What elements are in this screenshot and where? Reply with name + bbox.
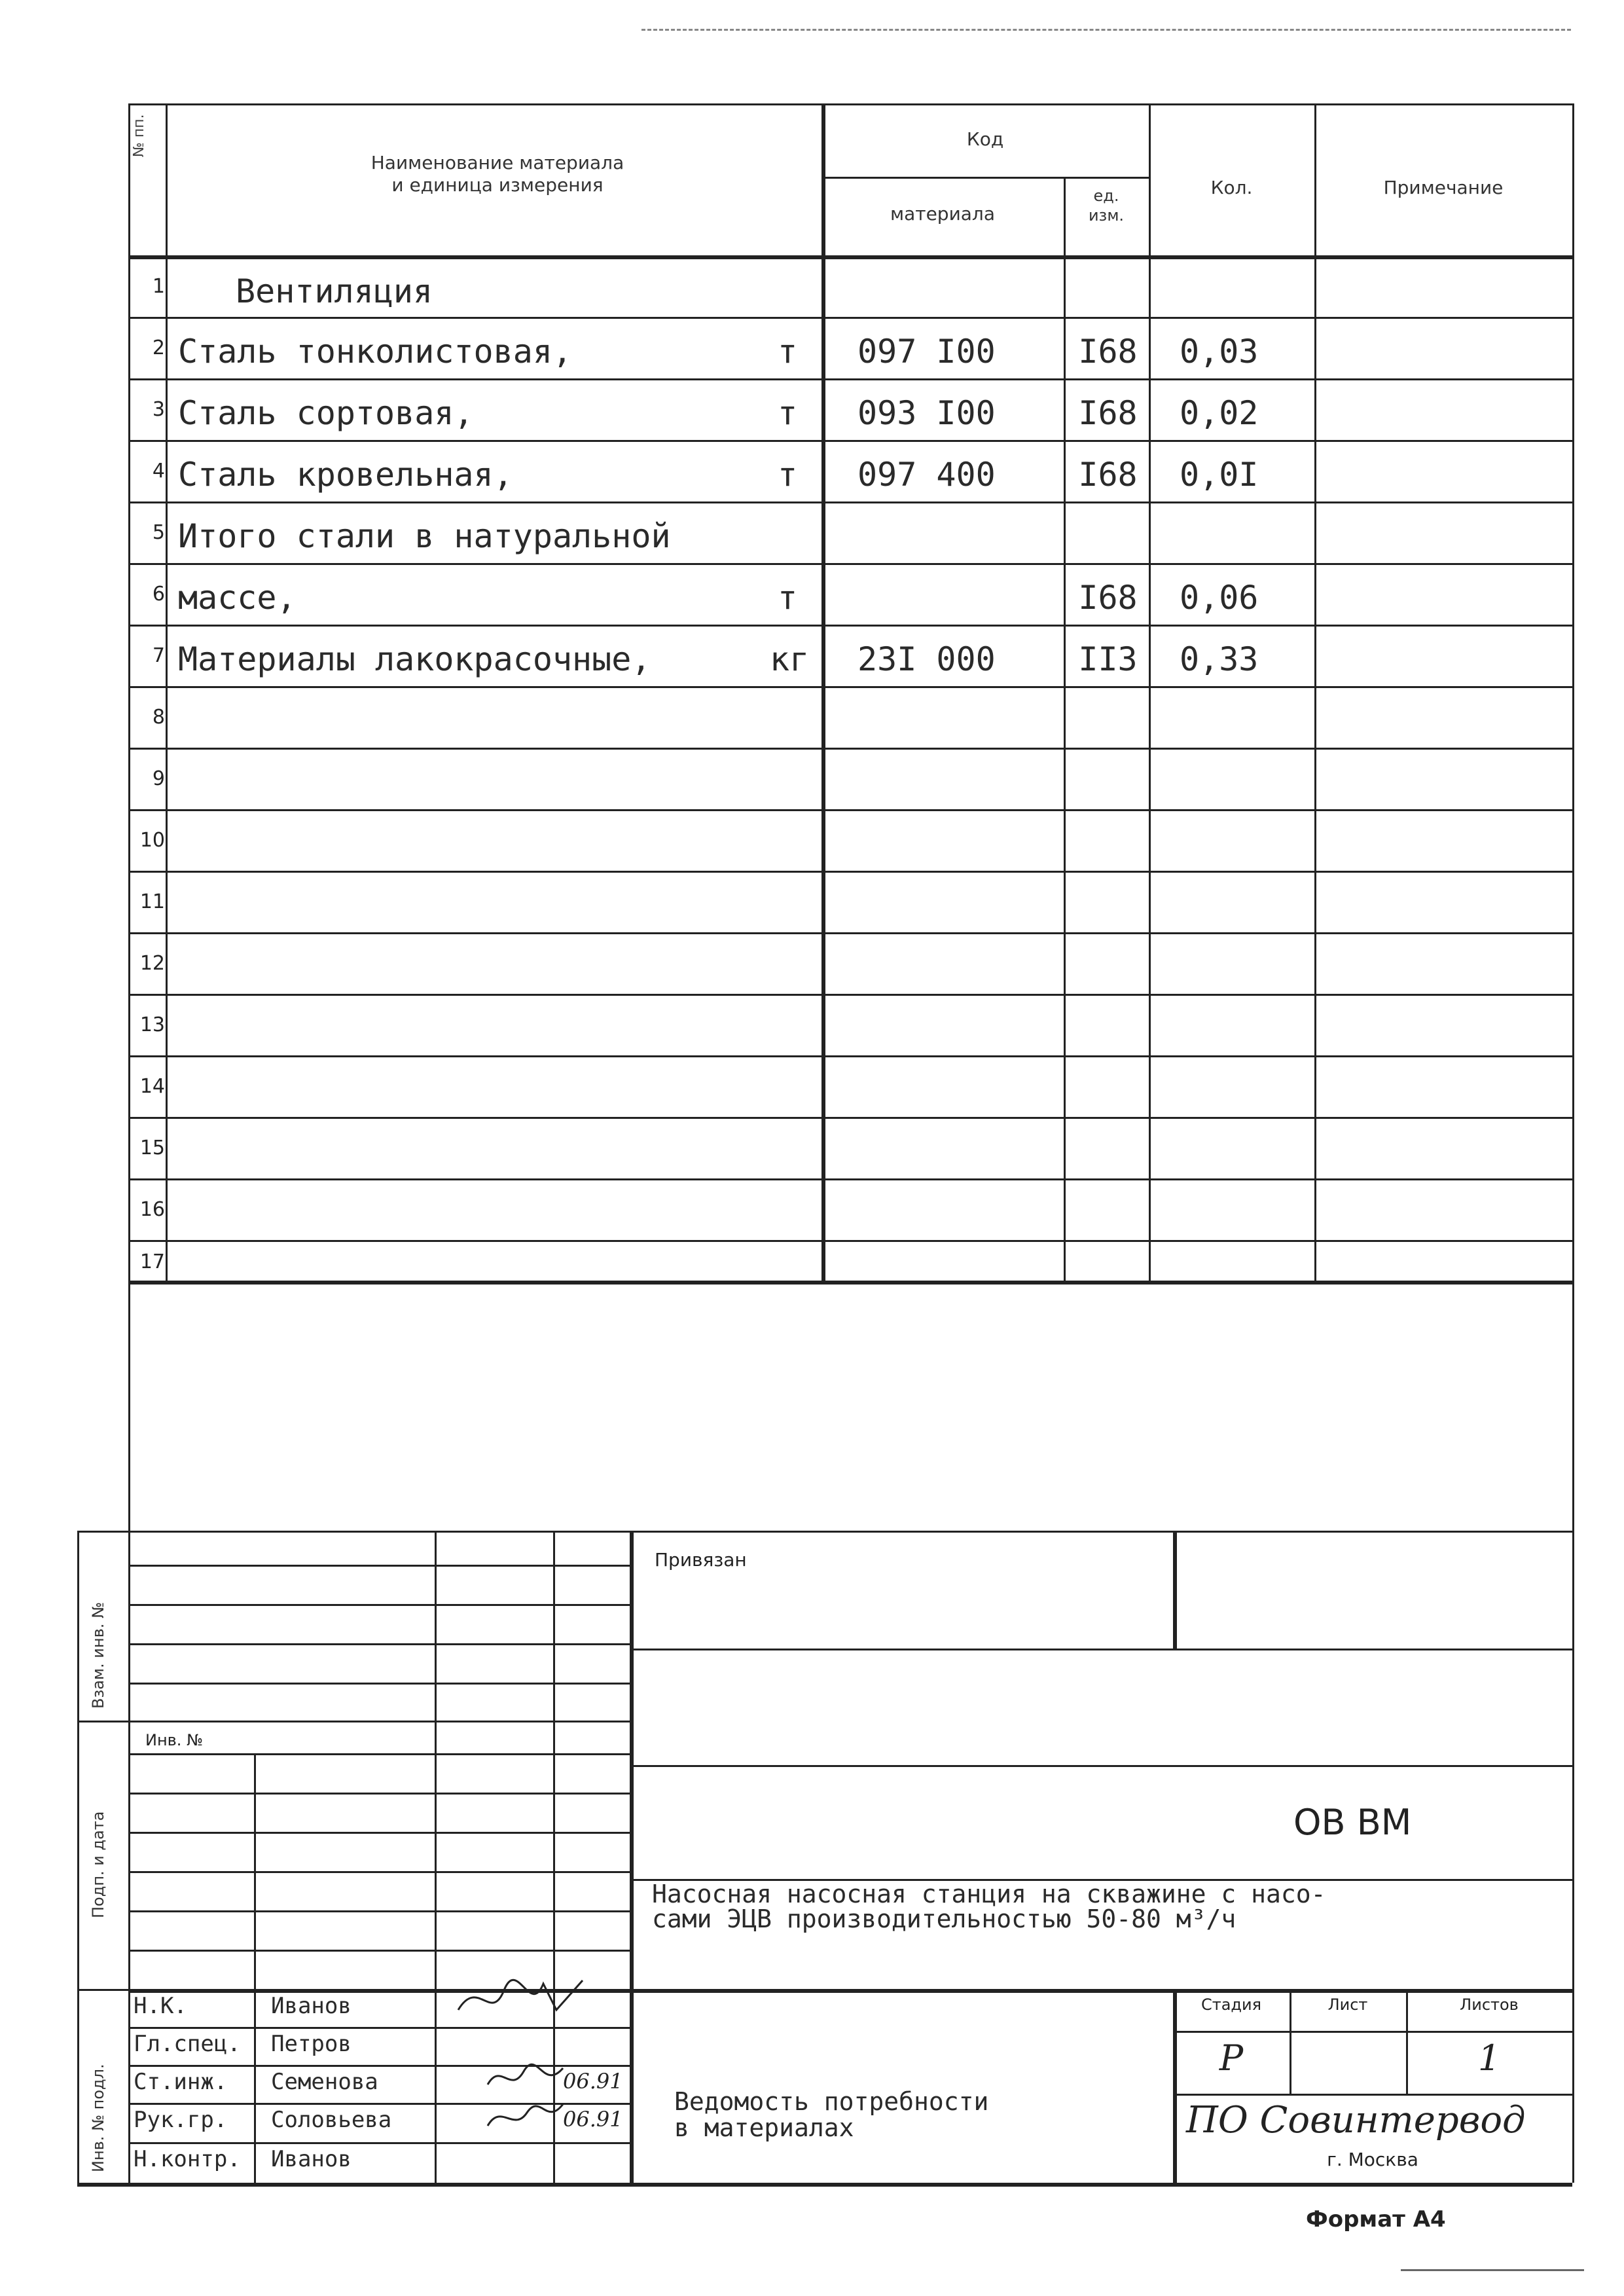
signer-date: 06.91 <box>563 2107 623 2132</box>
stamp-row <box>128 1643 630 1645</box>
city: г. Москва <box>1327 2149 1418 2170</box>
col-name-divider <box>821 103 825 1281</box>
stamp-row <box>1173 2031 1572 2033</box>
row-line <box>128 378 1572 380</box>
table-bottom-line <box>128 1281 1572 1285</box>
material-name: массе, <box>178 579 297 617</box>
signer-name: Иванов <box>271 1993 352 2019</box>
material-unit: т <box>778 333 798 371</box>
unit-code: II3 <box>1078 640 1138 678</box>
material-unit: т <box>778 579 798 617</box>
signer-date: 06.91 <box>563 2069 623 2094</box>
side-label-inv: Инв. № подл. <box>89 2064 107 2172</box>
quantity: 0,02 <box>1180 394 1259 432</box>
material-code: 097 400 <box>857 456 996 494</box>
margin-strip-inner <box>128 1531 130 2183</box>
sheets-value: 1 <box>1477 2037 1501 2079</box>
row-number: 1 <box>152 275 165 298</box>
signature-mark <box>452 1971 602 2030</box>
signer-role: Н.контр. <box>134 2146 241 2172</box>
signer-role: Н.К. <box>134 1993 187 2019</box>
material-name: Материалы лакокрасочные, <box>178 640 651 678</box>
row-number: 11 <box>139 890 165 913</box>
row-line <box>128 809 1572 811</box>
stage-label: Стадия <box>1200 1995 1262 2014</box>
strip-divider <box>77 1989 128 1991</box>
stamp-row <box>630 1649 1572 1650</box>
row-number: 14 <box>139 1075 165 1098</box>
margin-strip-outer <box>77 1531 79 2183</box>
table-right-border <box>1572 103 1574 2183</box>
material-name: Итого стали в натуральной <box>178 517 671 555</box>
sheets-label: Листов <box>1460 1995 1519 2014</box>
stamp-row <box>128 1604 630 1606</box>
unit-code: I68 <box>1078 333 1138 371</box>
header-bottom-line <box>128 255 1572 259</box>
signer-role: Ст.инж. <box>134 2069 228 2095</box>
stamp-row <box>128 1683 630 1685</box>
header-code-unit: ед. изм. <box>1088 187 1125 225</box>
signer-name: Семенова <box>271 2069 378 2095</box>
stamp-row <box>128 1721 630 1722</box>
col-qty-divider <box>1314 103 1316 1281</box>
strip-divider <box>77 1721 128 1722</box>
row-number: 12 <box>139 952 165 975</box>
stamp-col <box>1173 1531 1177 1649</box>
project-title: Насосная насосная станция на скважине с насо- сами ЭЦВ производительностью 50-80 м³/ч <box>652 1880 1326 1933</box>
material-unit: т <box>778 394 798 432</box>
inv-no-label: Инв. № <box>145 1731 204 1749</box>
stamp-row <box>128 1871 630 1873</box>
stamp-col <box>254 1753 256 2183</box>
row-line <box>128 625 1572 627</box>
header-name: Наименование материала и единица измерения <box>370 152 624 196</box>
unit-code: I68 <box>1078 456 1138 494</box>
unit-code: I68 <box>1078 394 1138 432</box>
quantity: 0,0I <box>1180 456 1259 494</box>
row-number: 2 <box>152 337 165 359</box>
signer-name: Соловьева <box>271 2107 392 2133</box>
header-qty: Кол. <box>1210 177 1253 198</box>
material-name: Вентиляция <box>236 272 433 310</box>
unit-code: I68 <box>1078 579 1138 617</box>
row-number: 15 <box>139 1137 165 1159</box>
signer-role: Рук.гр. <box>134 2107 228 2133</box>
row-number: 7 <box>152 644 165 667</box>
material-unit: т <box>778 456 798 494</box>
side-label-podp: Подп. и дата <box>89 1811 107 1918</box>
row-number: 3 <box>152 398 165 421</box>
row-line <box>128 871 1572 873</box>
signature-mark <box>484 2058 569 2098</box>
stamp-row <box>1173 2094 1572 2096</box>
quantity: 0,06 <box>1180 579 1259 617</box>
row-number: 17 <box>139 1250 165 1273</box>
row-number: 16 <box>139 1198 165 1221</box>
format-label: Формат А4 <box>1306 2206 1446 2232</box>
col-num-divider <box>166 103 168 1281</box>
row-number: 5 <box>152 521 165 544</box>
col-code-divider <box>1064 177 1066 1281</box>
side-label-vzam: Взам. инв. № <box>89 1602 107 1709</box>
row-number: 4 <box>152 460 165 483</box>
row-line <box>128 501 1572 503</box>
stamp-row <box>128 2142 630 2144</box>
material-code: 093 I00 <box>857 394 996 432</box>
row-number: 9 <box>152 767 165 790</box>
organization: ПО Совинтервод <box>1186 2099 1526 2141</box>
row-line <box>128 1055 1572 1057</box>
stamp-row <box>128 1910 630 1912</box>
row-number: 6 <box>152 583 165 606</box>
header-code-material: материала <box>890 203 995 225</box>
stamp-row <box>128 1565 630 1567</box>
signer-name: Иванов <box>271 2146 352 2172</box>
signature-mark <box>484 2096 569 2136</box>
top-cut-line <box>641 29 1571 31</box>
row-line <box>128 440 1572 442</box>
stamp-row <box>128 1753 630 1755</box>
row-line <box>128 563 1572 565</box>
table-top-border <box>128 103 1572 105</box>
stamp-col <box>435 1531 437 2183</box>
header-code: Код <box>966 128 1004 150</box>
row-number: 10 <box>139 829 165 852</box>
row-line <box>128 1117 1572 1119</box>
stamp-bottom-border <box>77 2183 1572 2187</box>
header-num: № пп. <box>131 114 147 157</box>
material-name: Сталь сортовая, <box>178 394 474 432</box>
row-line <box>128 1178 1572 1180</box>
col-unit-divider <box>1149 103 1151 1281</box>
signer-name: Петров <box>271 2031 352 2057</box>
material-code: 23I 000 <box>857 640 996 678</box>
quantity: 0,03 <box>1180 333 1259 371</box>
sheet-label: Лист <box>1327 1995 1368 2014</box>
bottom-cut-line <box>1401 2269 1584 2271</box>
row-line <box>128 686 1572 688</box>
stamp-row <box>128 1793 630 1795</box>
document-title: Ведомость потребности в материалах <box>674 2087 989 2142</box>
row-line <box>128 317 1572 319</box>
row-line <box>128 748 1572 750</box>
row-line <box>128 1240 1572 1242</box>
stamp-row <box>128 1950 630 1952</box>
stamp-top-border <box>77 1531 1572 1533</box>
quantity: 0,33 <box>1180 640 1259 678</box>
header-note: Примечание <box>1383 177 1504 198</box>
material-name: Сталь тонколистовая, <box>178 333 573 371</box>
row-line <box>128 932 1572 934</box>
stamp-row <box>128 1832 630 1834</box>
material-code: 097 I00 <box>857 333 996 371</box>
stage-value: Р <box>1219 2037 1244 2079</box>
stamp-row <box>630 1765 1572 1767</box>
privyazan-label: Привязан <box>655 1549 747 1571</box>
code-subheader-line <box>821 177 1149 179</box>
material-unit: кг <box>770 640 810 678</box>
row-number: 13 <box>139 1013 165 1036</box>
stamp-col-main <box>630 1531 634 2183</box>
material-name: Сталь кровельная, <box>178 456 513 494</box>
row-number: 8 <box>152 706 165 729</box>
signer-role: Гл.спец. <box>134 2031 241 2057</box>
row-line <box>128 994 1572 996</box>
doc-code: ОВ ВМ <box>1293 1802 1412 1843</box>
